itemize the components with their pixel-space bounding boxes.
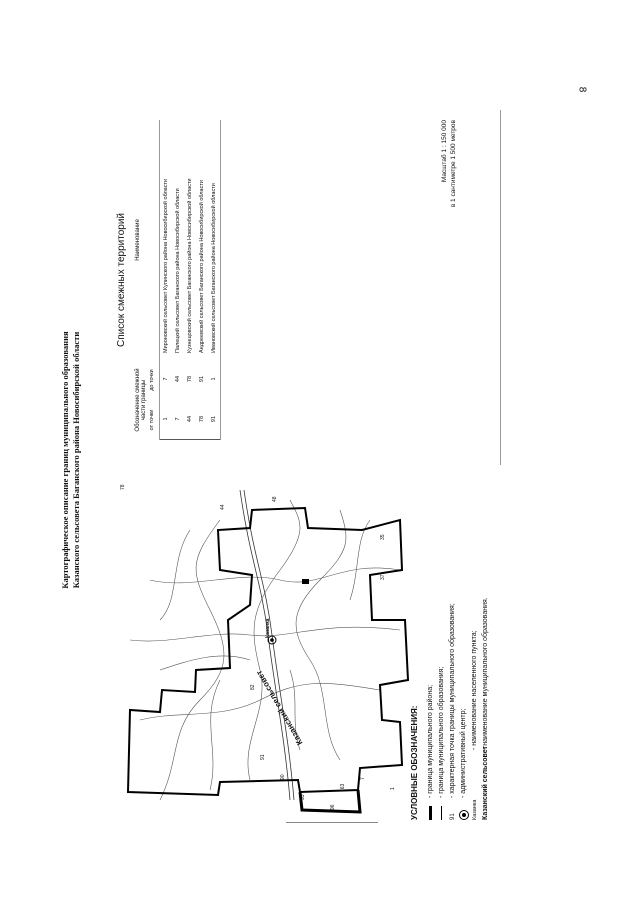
settlement-name-symbol: Казанка [471, 799, 478, 820]
table-row [172, 120, 184, 440]
to-header: до точки [149, 369, 155, 391]
boundary-point-label: 7 [360, 777, 366, 780]
from-cell: 44 [187, 415, 193, 423]
adjacent-title: Список смежных территорий [116, 212, 127, 348]
name-header: Наименование [135, 219, 141, 261]
title-line-2: Казанского сельсовета Баганского района Новосибирской области [71, 331, 81, 589]
boundary-point-symbol: 91 [449, 813, 456, 820]
legend-title: УСЛОВНЫЕ ОБОЗНАЧЕНИЯ: [410, 705, 419, 820]
boundary-point-label: 96 [330, 804, 336, 810]
legend-text: - характерная точка границы муниципального образования; [449, 603, 456, 798]
name-cell: Андреевский сельсовет Баганского района Новосибирской области [199, 180, 205, 353]
name-cell: Палецкий сельсовет Баганского района Новосибирской области [175, 188, 181, 353]
boundary-point-label: 35 [380, 534, 386, 540]
table-row [160, 120, 172, 440]
main-road [240, 490, 294, 800]
table-row [196, 120, 208, 440]
legend-row [469, 480, 480, 820]
municipality-boundary-symbol [441, 798, 442, 820]
adjacent-subheader [149, 120, 155, 440]
boundary-point-label: 78 [120, 484, 126, 490]
to-cell: 78 [187, 375, 193, 383]
boundary-point-label: 82 [250, 684, 256, 690]
boundary-point-label: 37 [380, 574, 386, 580]
legend-row [480, 480, 491, 820]
boundary-point-label: 90 [280, 774, 286, 780]
boundary-point-label: 44 [220, 504, 226, 510]
legend-row [436, 480, 447, 820]
boundary-point-label: 91 [260, 754, 266, 760]
to-cell: 91 [199, 375, 205, 383]
table-row [208, 120, 220, 440]
table-row [184, 120, 196, 440]
legend-row [458, 480, 469, 820]
district-label: Казанский сельсовет [254, 668, 305, 747]
name-cell: Ивановский сельсовет Баганского района Новосибирской области [211, 183, 217, 353]
segment-header: Обозначение смежной части границы [135, 368, 147, 432]
legend [410, 480, 491, 820]
to-cell: 7 [163, 377, 169, 381]
adjacent-table [159, 120, 221, 440]
map-scale [440, 120, 458, 440]
municipality-boundary [128, 508, 408, 795]
from-header: от точки [149, 409, 155, 431]
legend-row [447, 480, 458, 820]
from-cell: 7 [175, 417, 181, 421]
from-cell: 78 [199, 415, 205, 423]
legend-row [425, 480, 436, 820]
adjacent-header [135, 120, 147, 440]
district-boundary-symbol [429, 798, 432, 820]
legend-text: - граница муниципального образования; [438, 666, 445, 798]
settlement-marker [302, 579, 309, 584]
boundary-point-label: 48 [272, 496, 278, 502]
legend-text: - административный центр; [460, 708, 467, 798]
legend-text: - наименование муниципального образования. [482, 597, 489, 750]
bottom-rule [286, 822, 378, 823]
to-cell: 44 [175, 375, 181, 383]
name-cell: Мироновский сельсовет Купинского района Новосибирской области [163, 178, 169, 353]
page-title [60, 100, 82, 820]
municipality-name-symbol: Казанский сельсовет [482, 746, 489, 820]
boundary-point-label: 93 [300, 794, 306, 800]
village-label: Казанка [265, 618, 271, 638]
adjacent-territories [116, 120, 221, 440]
legend-text: - наименование населенного пункта; [471, 630, 478, 750]
rotated-sheet [60, 100, 520, 820]
from-cell: 91 [211, 415, 217, 423]
boundary-map [100, 480, 430, 820]
to-cell: 1 [211, 377, 217, 381]
legend-text: - граница муниципального района; [427, 684, 434, 798]
name-cell: Кузнецовский сельсовет Баганского района Новосибирской области [187, 178, 193, 353]
title-line-1: Картографическое описание границ муниципального образования [60, 331, 70, 589]
page-number: 8 [576, 86, 588, 93]
admin-center-symbol [459, 798, 469, 820]
scale-description: в 1 сантиметре 1 500 метров [450, 120, 457, 208]
from-cell: 1 [163, 417, 169, 421]
boundary-point-label: 163 [340, 783, 346, 792]
scale-ratio: Масштаб 1 : 150 000 [441, 120, 448, 183]
boundary-point-label: 1 [390, 787, 396, 790]
